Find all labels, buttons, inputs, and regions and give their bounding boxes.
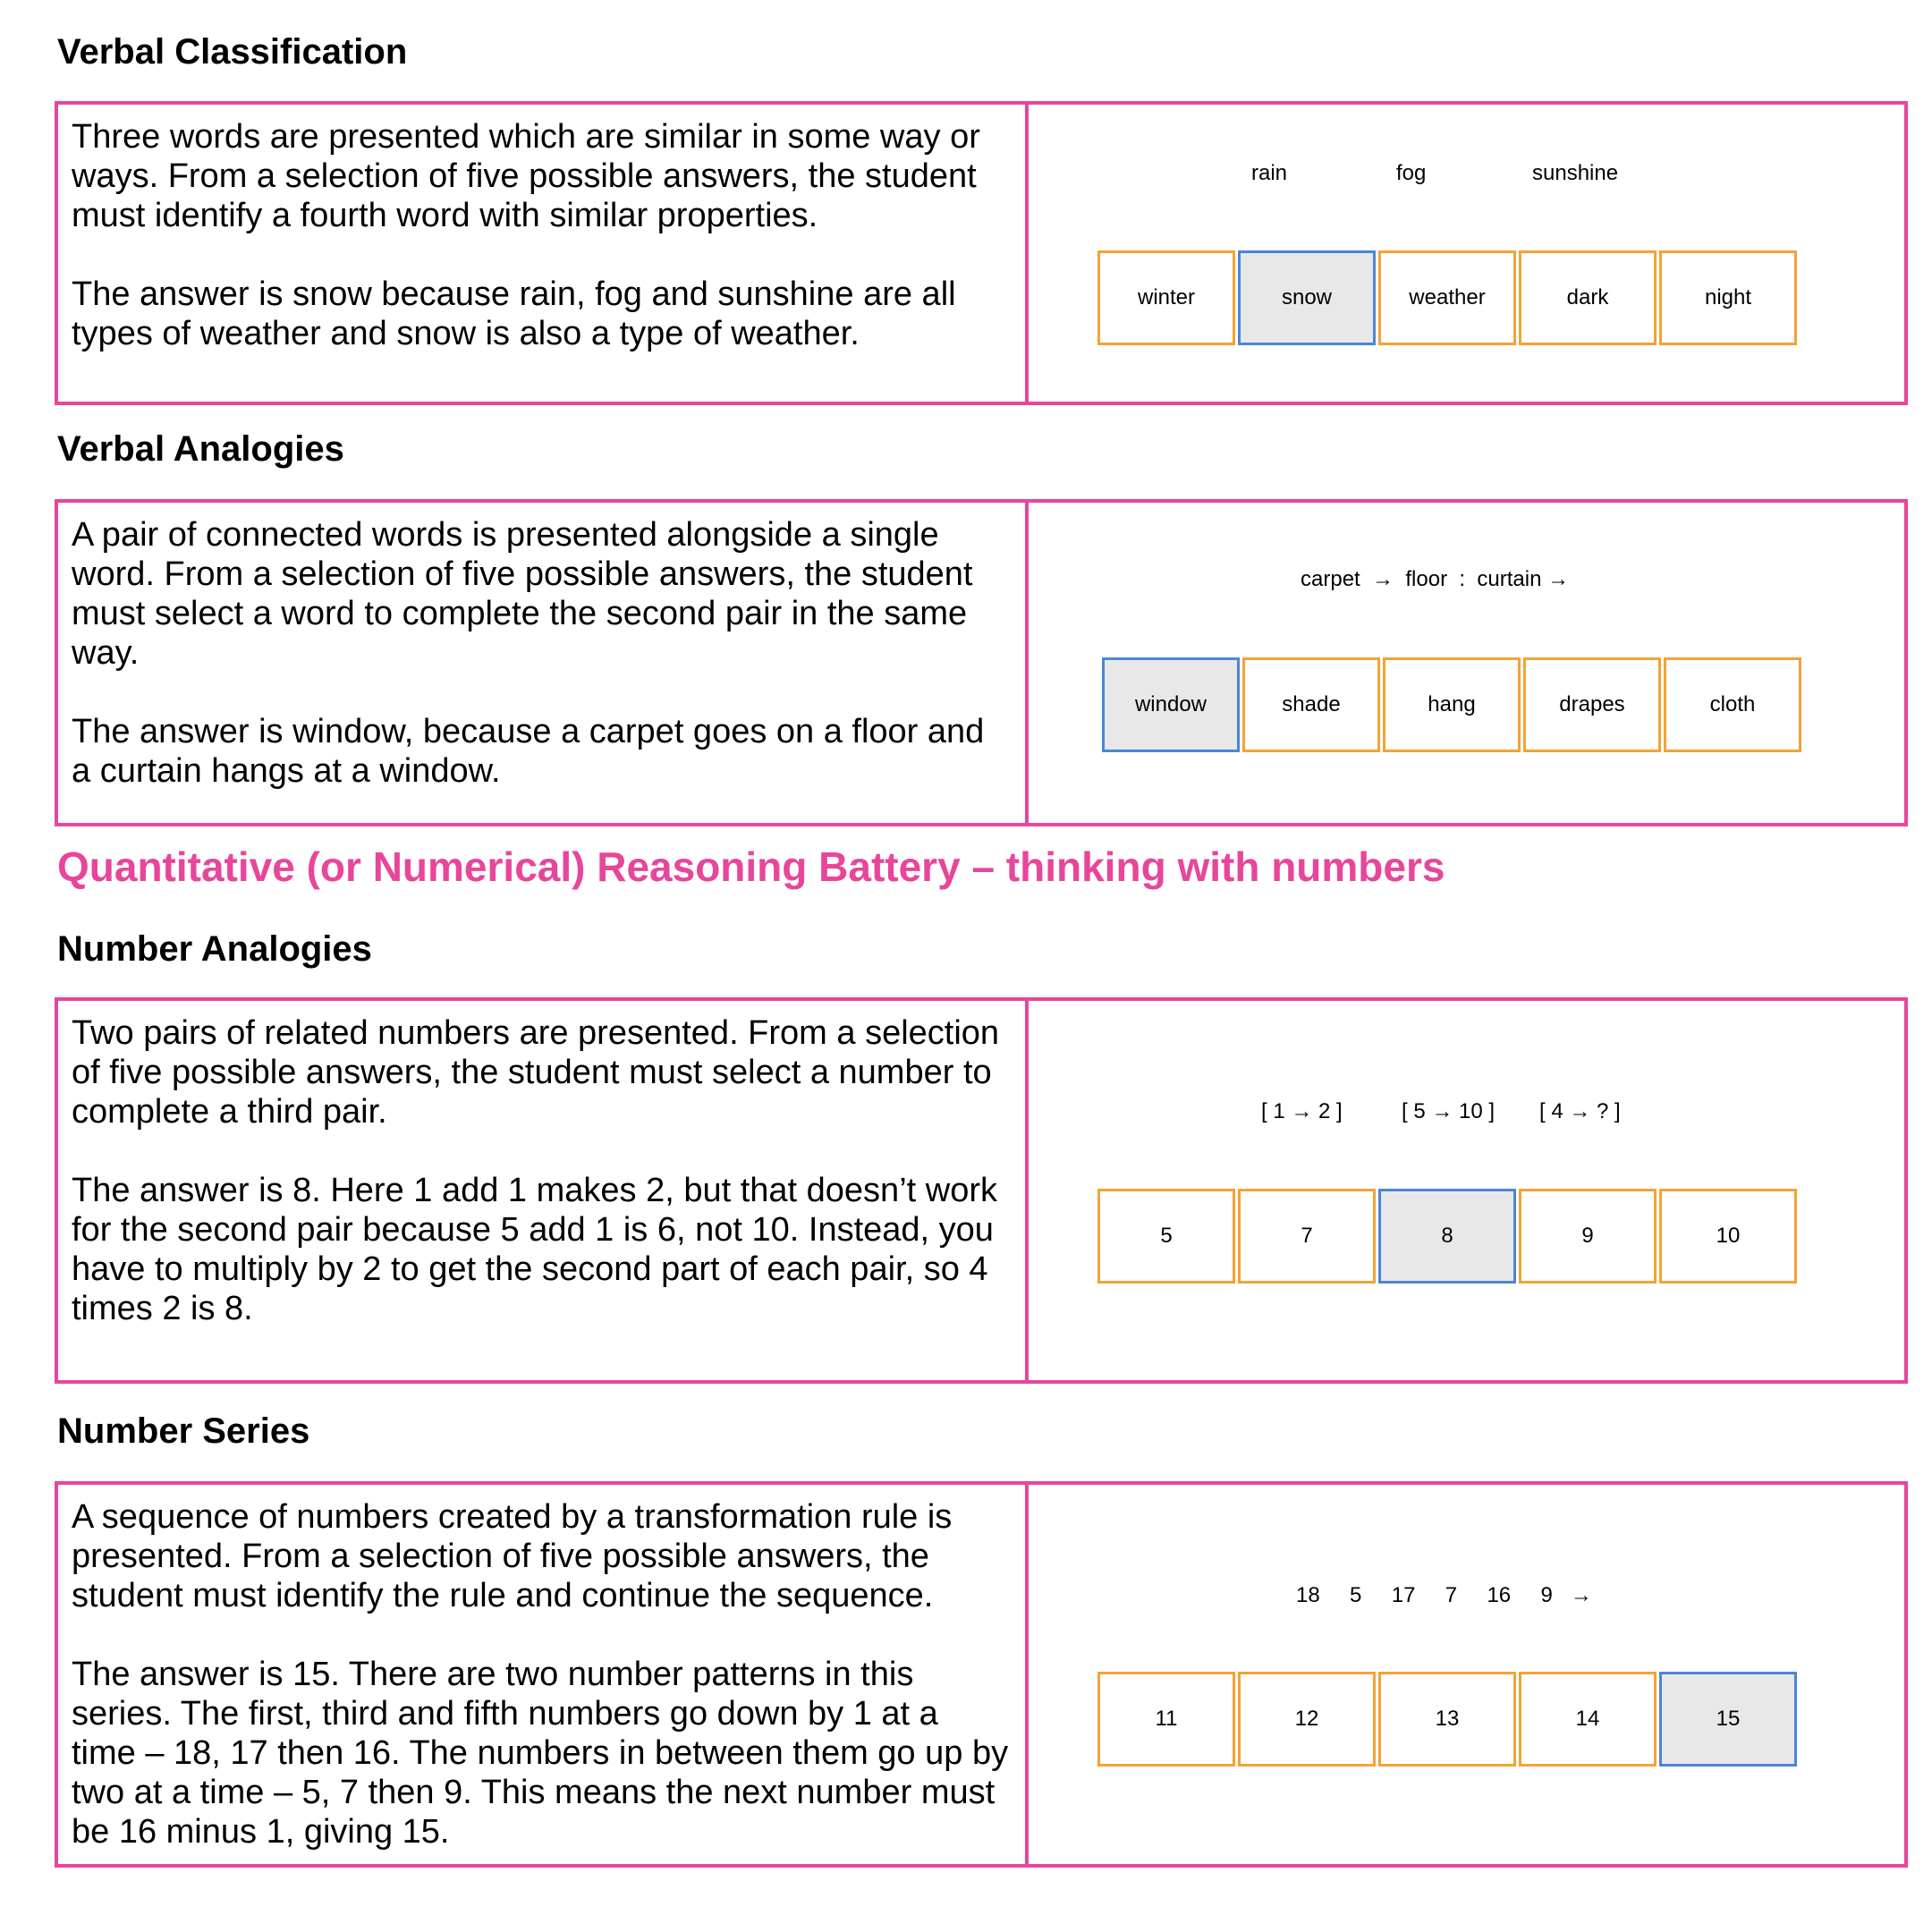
answer-explanation: The answer is window, because a carpet goes on a floor and a curtain hangs at a window. (72, 713, 985, 790)
answer-options (1097, 1672, 1797, 1767)
description (72, 1497, 1011, 1852)
answer-options (1097, 250, 1797, 345)
column-divider (1025, 997, 1029, 1384)
stem-word: fog (1396, 161, 1427, 185)
answer-option-9[interactable]: 9 (1519, 1189, 1657, 1284)
column-divider (1025, 1481, 1029, 1868)
stem-sequence: 18 5 17 7 16 9 → (1296, 1583, 1592, 1607)
stem-word: rain (1251, 161, 1288, 185)
answer-option-7[interactable]: 7 (1238, 1189, 1376, 1284)
answer-option-drapes[interactable]: drapes (1523, 657, 1661, 752)
description-text: A sequence of numbers created by a transformation rule is presented. From a selection of five possible answers, the student must identify the rule and continue the sequence. (72, 1498, 953, 1614)
stem-word: sunshine (1532, 161, 1619, 185)
answer-explanation: The answer is snow because rain, fog and sunshine are all types of weather and snow is also a type of weather. (72, 275, 956, 352)
answer-option-cloth[interactable]: cloth (1664, 657, 1801, 752)
answer-option-5[interactable]: 5 (1097, 1189, 1235, 1284)
description-text: A pair of connected words is presented alongside a single word. From a selection of five possible answers, the student must select a word to complete the second pair in the same way. (72, 516, 973, 672)
description (72, 1013, 1011, 1328)
stem-pair: [ 1 → 2 ] (1261, 1099, 1343, 1123)
number-analogies-box (55, 997, 1908, 1384)
stem-analogy: carpet → floor : curtain → (1301, 567, 1570, 591)
column-divider (1025, 101, 1029, 405)
answer-option-night[interactable]: night (1659, 250, 1797, 345)
number-series-box (55, 1481, 1908, 1868)
description (72, 515, 1011, 791)
answer-options (1097, 1189, 1797, 1284)
answer-option-weather[interactable]: weather (1378, 250, 1516, 345)
answer-option-dark[interactable]: dark (1519, 250, 1657, 345)
answer-option-8[interactable]: 8 (1378, 1189, 1516, 1284)
heading-number-series: Number Series (57, 1411, 310, 1451)
stem-pair: [ 5 → 10 ] (1402, 1099, 1496, 1123)
answer-option-15[interactable]: 15 (1659, 1672, 1797, 1767)
column-divider (1025, 499, 1029, 826)
answer-option-winter[interactable]: winter (1097, 250, 1235, 345)
description (72, 117, 1011, 353)
description-text: Two pairs of related numbers are presented. From a selection of five possible answers, the student must select a number to complete a third pair. (72, 1014, 1000, 1131)
battery-title: Quantitative (or Numerical) Reasoning Battery – thinking with numbers (57, 843, 1445, 890)
answer-option-13[interactable]: 13 (1378, 1672, 1516, 1767)
answer-option-10[interactable]: 10 (1659, 1189, 1797, 1284)
answer-option-12[interactable]: 12 (1238, 1672, 1376, 1767)
answer-option-hang[interactable]: hang (1383, 657, 1521, 752)
answer-option-snow[interactable]: snow (1238, 250, 1376, 345)
answer-option-11[interactable]: 11 (1097, 1672, 1235, 1767)
answer-option-14[interactable]: 14 (1519, 1672, 1657, 1767)
answer-option-window[interactable]: window (1102, 657, 1240, 752)
verbal-classification-box (55, 101, 1908, 405)
heading-verbal-analogies: Verbal Analogies (57, 429, 344, 469)
heading-verbal-classification: Verbal Classification (57, 32, 408, 72)
stem-pair: [ 4 → ? ] (1539, 1099, 1621, 1123)
description-text: Three words are presented which are similar in some way or ways. From a selection of five possible answers, the student must identify a fourth word with similar properties. (72, 118, 980, 234)
answer-options (1102, 657, 1801, 752)
verbal-analogies-box (55, 499, 1908, 826)
answer-option-shade[interactable]: shade (1242, 657, 1380, 752)
answer-explanation: The answer is 15. There are two number patterns in this series. The first, third and fifth numbers go down by 1 at a time – 18, 17 then 16. The numbers in between them go up by two at a time – 5, 7 then 9. This means the next number must be 16 minus 1, giving 15. (72, 1656, 1009, 1851)
heading-number-analogies: Number Analogies (57, 929, 372, 969)
answer-explanation: The answer is 8. Here 1 add 1 makes 2, but that doesn’t work for the second pair because 5 add 1 is 6, not 10. Instead, you have to multiply by 2 to get the second part of each pair, so 4 times 2 is 8. (72, 1172, 997, 1327)
